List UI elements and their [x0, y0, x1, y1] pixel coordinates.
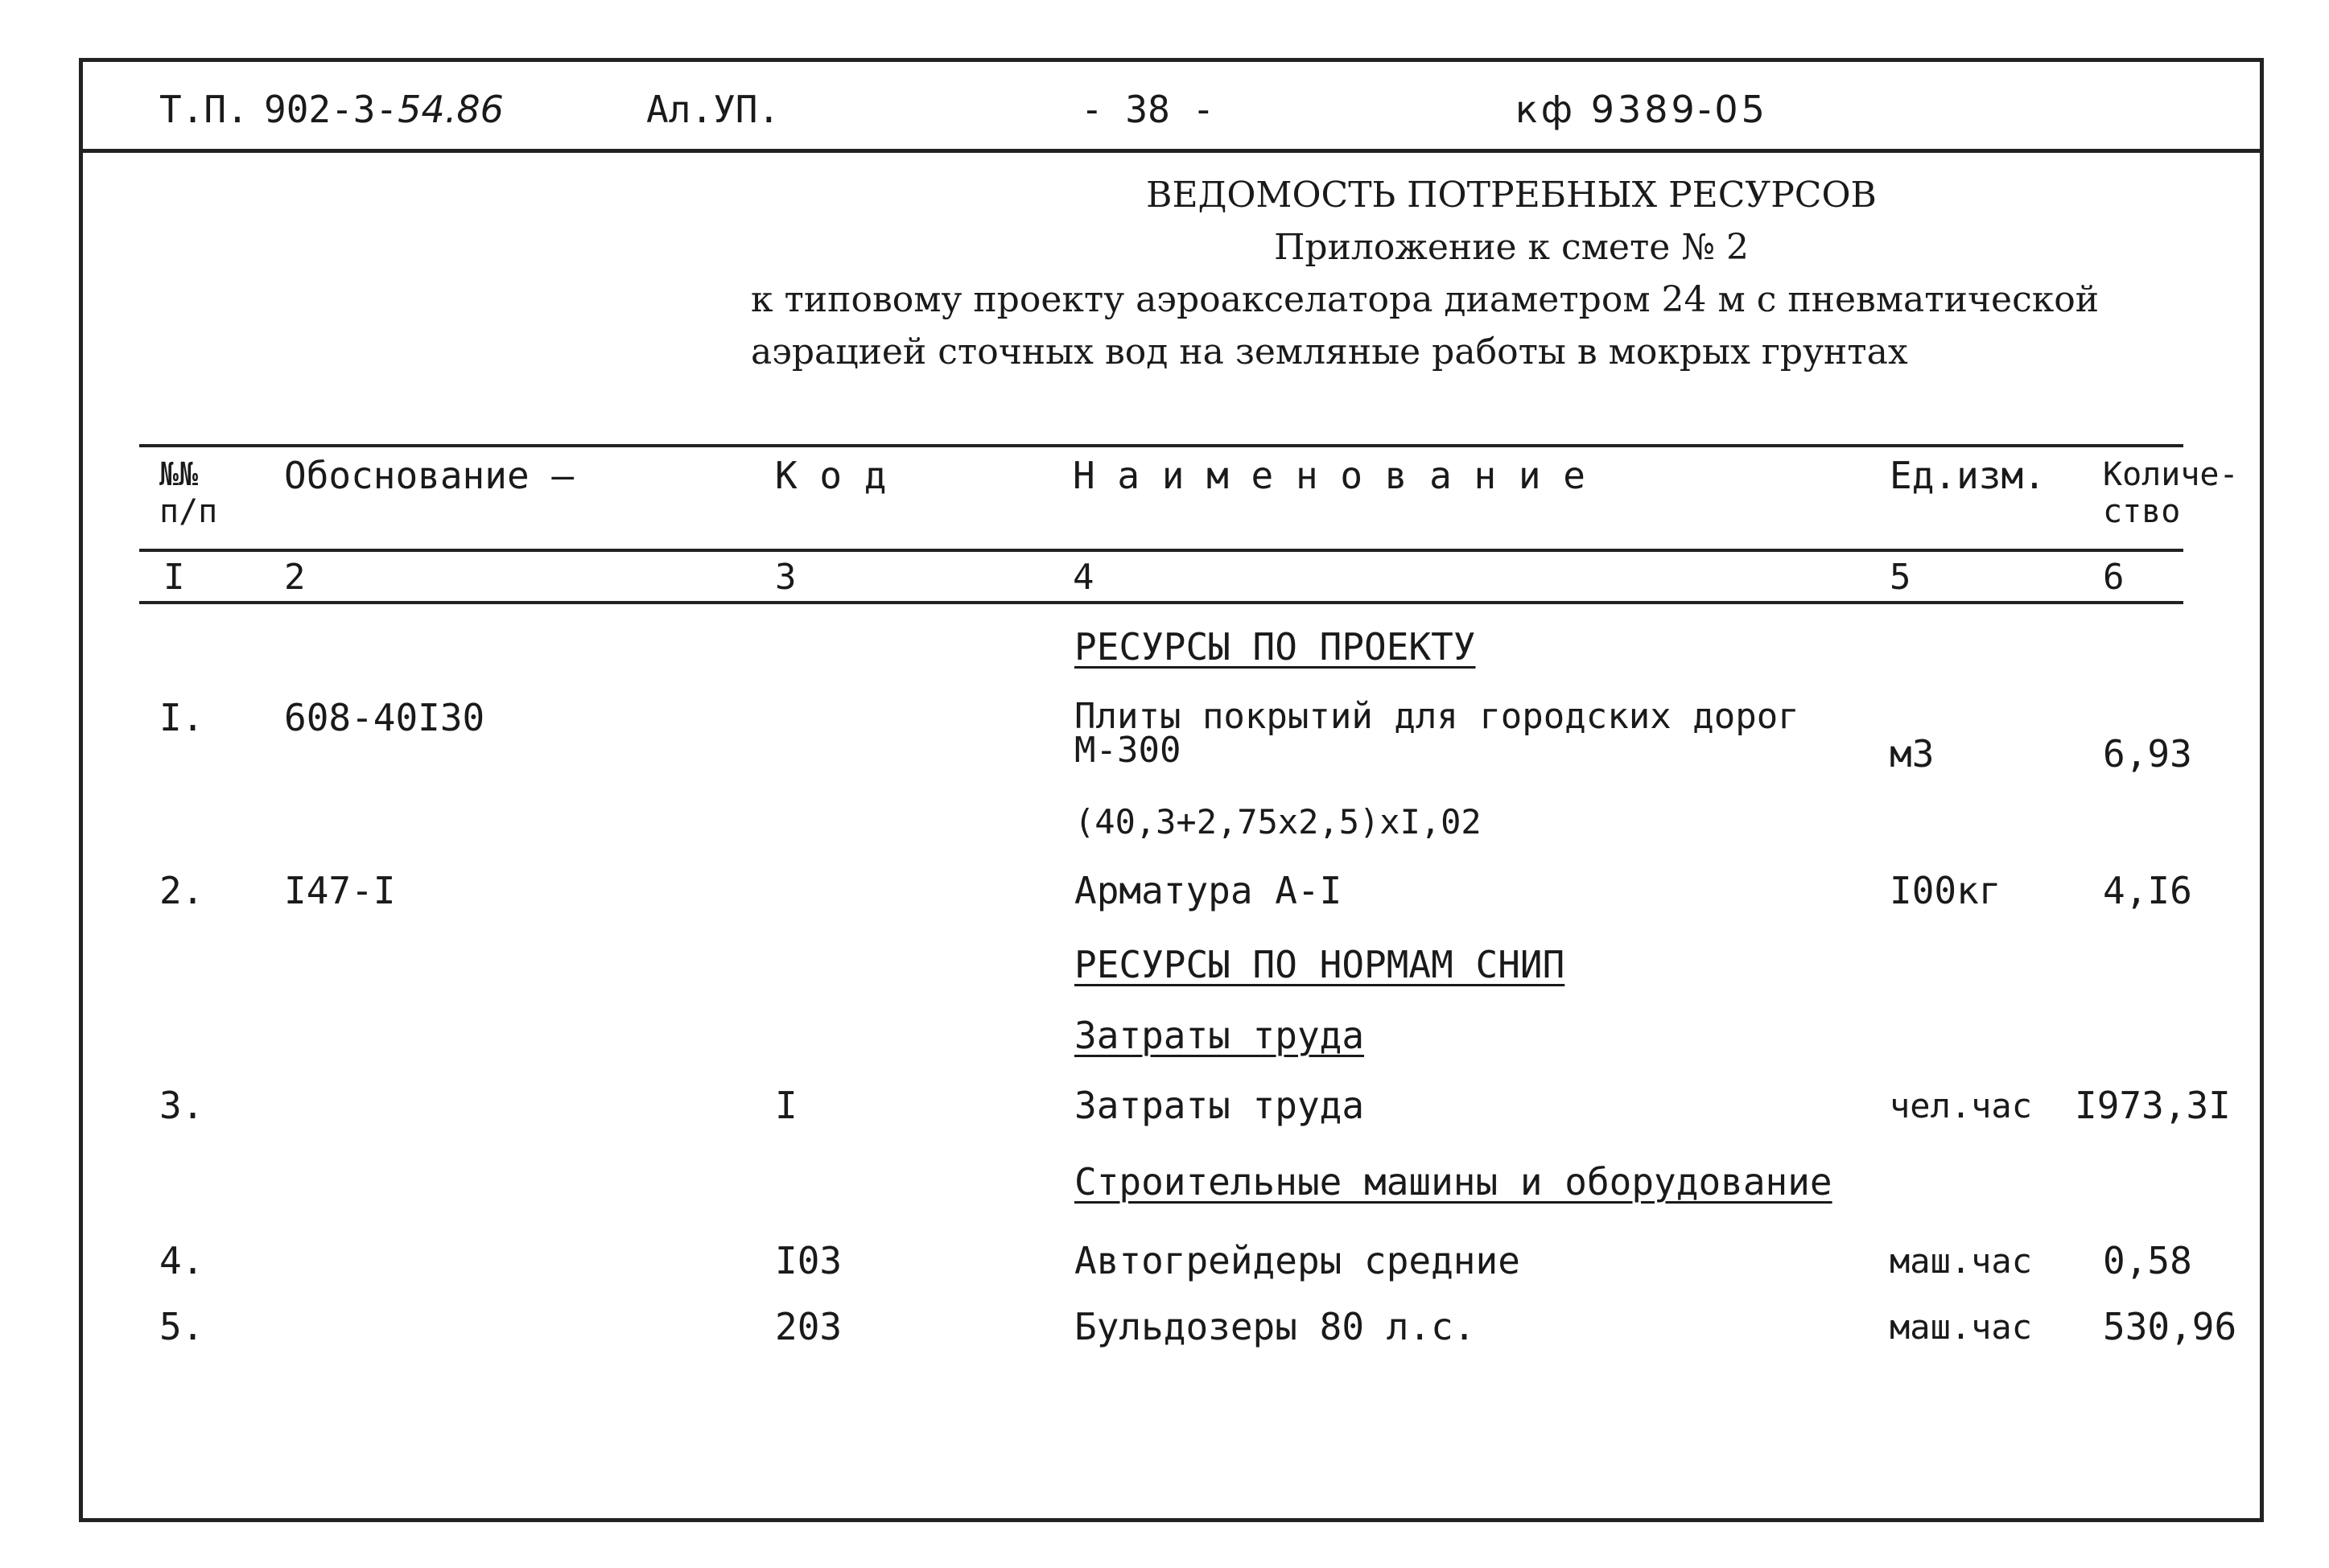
row-5-qty: 530,96: [2103, 1305, 2237, 1348]
stamp-code: кф 9389-05: [1515, 88, 1768, 131]
document-title: ВЕДОМОСТЬ ПОТРЕБНЫХ РЕСУРСОВ: [1146, 175, 1877, 216]
row-5-code: 203: [775, 1305, 843, 1348]
row-5-unit: маш.час: [1890, 1307, 2033, 1347]
row-3-unit: чел.час: [1890, 1086, 2033, 1126]
row-3-code: I: [775, 1084, 798, 1127]
document-sheet: [79, 58, 2264, 1522]
row-3-qty: I973,3I: [2075, 1084, 2231, 1127]
section-machines: Строительные машины и оборудование: [1074, 1160, 1832, 1204]
section-labor: Затраты труда: [1074, 1014, 1365, 1057]
colnum-6: 6: [2103, 557, 2125, 598]
colnum-1: I: [163, 557, 185, 598]
table-colnum-rule: [139, 601, 2183, 604]
document-subtitle: Приложение к смете № 2: [1274, 227, 1749, 268]
row-3-name: Затраты труда: [1074, 1084, 1365, 1127]
table-top-rule: [139, 444, 2183, 447]
colnum-3: 3: [775, 557, 797, 598]
album-label: Ал.УП.: [646, 88, 781, 131]
header-basis: Обоснование –: [284, 454, 575, 497]
row-4-name: Автогрейдеры средние: [1074, 1239, 1520, 1282]
project-code-handwritten: 54.86: [398, 88, 504, 131]
row-2-name: Арматура А-I: [1074, 869, 1342, 912]
colnum-2: 2: [284, 557, 306, 598]
colnum-4: 4: [1073, 557, 1094, 598]
header-num: №№ п/п: [159, 456, 218, 530]
header-code: К о д: [775, 454, 887, 497]
row-1-qty: 6,93: [2103, 732, 2192, 776]
page-number: - 38 -: [1081, 88, 1215, 131]
project-code: 902-3-54.86: [264, 88, 504, 131]
row-4-qty: 0,58: [2103, 1239, 2192, 1282]
row-2-unit: I00кг: [1890, 869, 2001, 912]
header-qty: Количе- ство: [2103, 456, 2239, 530]
row-2-num: 2.: [159, 869, 204, 912]
row-1-formula: (40,3+2,75х2,5)хI,02: [1074, 802, 1482, 842]
colnum-5: 5: [1890, 557, 1911, 598]
row-1-num: I.: [159, 696, 204, 739]
row-1-basis: 608-40I30: [284, 696, 485, 739]
tp-label: Т.П.: [159, 88, 249, 131]
row-2-qty: 4,I6: [2103, 869, 2192, 912]
row-5-name: Бульдозеры 80 л.с.: [1074, 1305, 1476, 1348]
section-project-resources: РЕСУРСЫ ПО ПРОЕКТУ: [1074, 625, 1476, 669]
row-3-num: 3.: [159, 1084, 204, 1127]
row-1-name: Плиты покрытий для городских дорог М-300: [1074, 696, 1799, 771]
row-1-unit: м3: [1890, 732, 1935, 776]
row-4-num: 4.: [159, 1239, 204, 1282]
row-4-unit: маш.час: [1890, 1241, 2033, 1281]
row-4-code: I03: [775, 1239, 843, 1282]
title-description-line2: аэрацией сточных вод на земляные работы в мокрых грунтах: [751, 331, 1908, 372]
section-norms-resources: РЕСУРСЫ ПО НОРМАМ СНИП: [1074, 943, 1565, 986]
title-description-line1: к типовому проекту аэроакселатора диаметром 24 м с пневматической: [751, 279, 2100, 320]
table-header-rule: [139, 549, 2183, 552]
row-5-num: 5.: [159, 1305, 204, 1348]
header-divider: [83, 149, 2260, 153]
header-unit: Ед.изм.: [1890, 454, 2046, 497]
row-2-basis: I47-I: [284, 869, 396, 912]
header-name: Н а и м е н о в а н и е: [1073, 454, 1585, 497]
